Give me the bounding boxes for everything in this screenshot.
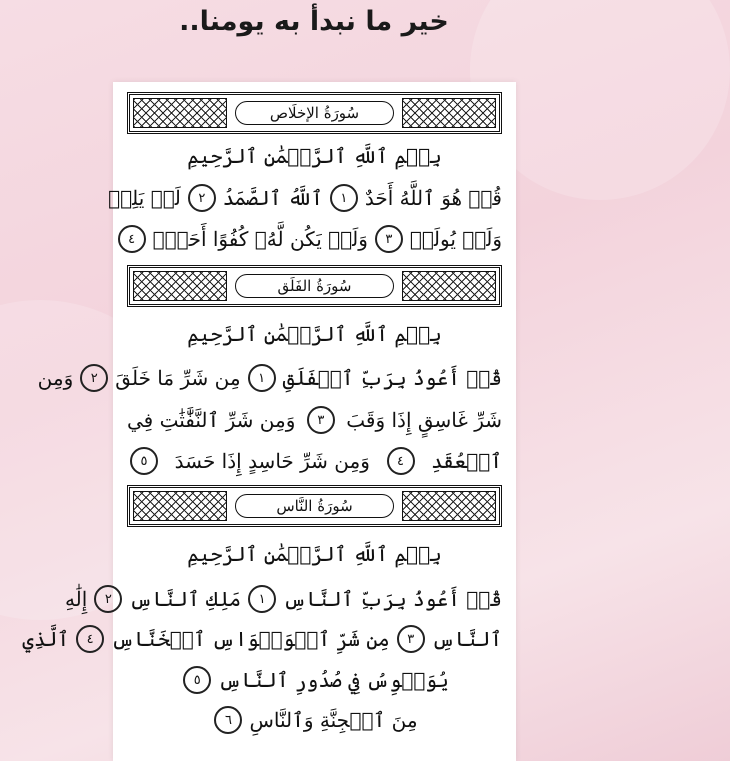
- ornament-pattern: [402, 98, 496, 128]
- verse-number-marker: ٣: [397, 625, 425, 653]
- verse-line: [64, 585, 502, 613]
- basmala: بِسۡمِ ٱللَّهِ ٱلرَّحۡمَٰنِ ٱلرَّحِيمِ: [187, 542, 442, 566]
- verse-text: وَمِن شَرِّ ٱلنَّفَّٰثَٰتِ فِي: [127, 408, 296, 432]
- verse-text: قُلۡ هُوَ ٱللَّهُ أَحَدٌ: [364, 186, 502, 210]
- verse-text: مِن شَرِّ مَا خَلَقَ: [115, 366, 241, 390]
- ornament-pattern: [133, 491, 227, 521]
- verse-line: [37, 364, 502, 392]
- verse-text: قُلۡ أَعُوذُ بِرَبِّ ٱلنَّاسِ: [283, 587, 502, 611]
- verse-text: إِلَٰهِ: [64, 587, 88, 611]
- verse-number-marker: ٢: [188, 184, 216, 212]
- verse-line: [127, 447, 502, 475]
- verse-number-marker: ٢: [94, 585, 122, 613]
- surah-title-banner: [127, 485, 502, 527]
- verse-text: يُوَسۡوِسُ فِي صُدُورِ ٱلنَّاسِ: [218, 668, 449, 692]
- verse-text: لَمۡ يَلِدۡ: [108, 186, 181, 210]
- verse-text: ٱلۡعُقَدِ: [431, 449, 502, 473]
- verse-text: وَلَمۡ يَكُن لَّهُۥ كُفُوًا أَحَدُۢ: [152, 227, 368, 251]
- verse-number-marker: ٥: [130, 447, 158, 475]
- verse-text: ٱللَّهُ ٱلصَّمَدُ: [222, 186, 323, 210]
- verse-line: [127, 406, 502, 434]
- verse-line: [108, 184, 502, 212]
- verse-line: [127, 225, 502, 253]
- page-headline: خير ما نبدأ به يومنا..: [179, 6, 449, 37]
- verse-number-marker: ٣: [307, 406, 335, 434]
- basmala: بِسۡمِ ٱللَّهِ ٱلرَّحۡمَٰنِ ٱلرَّحِيمِ: [187, 144, 442, 168]
- surah-title: سُورَةُ النَّاس: [235, 494, 394, 518]
- basmala: بِسۡمِ ٱللَّهِ ٱلرَّحۡمَٰنِ ٱلرَّحِيمِ: [187, 322, 442, 346]
- verse-text: قُلۡ أَعُوذُ بِرَبِّ ٱلۡفَلَقِ: [282, 366, 502, 390]
- verse-number-marker: ١: [330, 184, 358, 212]
- verse-number-marker: ٥: [183, 666, 211, 694]
- surah-title: سُورَةُ الإخلَاص: [235, 101, 394, 125]
- surah-title-banner: [127, 265, 502, 307]
- verse-number-marker: ٦: [214, 706, 242, 734]
- verse-number-marker: ١: [248, 585, 276, 613]
- ornament-pattern: [133, 271, 227, 301]
- verse-number-marker: ٢: [80, 364, 108, 392]
- verse-number-marker: ٤: [387, 447, 415, 475]
- verse-text: شَرِّ غَاسِقٍ إِذَا وَقَبَ: [346, 408, 502, 432]
- verse-text: ٱلَّذِي: [22, 627, 70, 651]
- verse-text: ٱلنَّاسِ: [431, 627, 502, 651]
- surah-title: سُورَةُ الفَلَق: [235, 274, 394, 298]
- verse-line: [127, 706, 502, 734]
- verse-number-marker: ١: [248, 364, 276, 392]
- surah-title-banner: [127, 92, 502, 134]
- verse-number-marker: ٤: [76, 625, 104, 653]
- verse-text: مِنَ ٱلۡجِنَّةِ وَٱلنَّاسِ: [249, 708, 418, 732]
- verse-number-marker: ٣: [375, 225, 403, 253]
- verse-text: مِن شَرِّ ٱلۡوَسۡوَاسِ ٱلۡخَنَّاسِ: [111, 627, 390, 651]
- verse-number-marker: ٤: [118, 225, 146, 253]
- verse-line: [127, 666, 502, 694]
- verse-text: وَمِن شَرِّ حَاسِدٍ إِذَا حَسَدَ: [174, 449, 370, 473]
- verse-text: وَلَمۡ يُولَدۡ: [409, 227, 502, 251]
- ornament-pattern: [402, 491, 496, 521]
- ornament-pattern: [133, 98, 227, 128]
- ornament-pattern: [402, 271, 496, 301]
- quran-page-card: [22, 82, 516, 761]
- verse-text: وَمِن: [37, 366, 74, 390]
- verse-line: [22, 625, 502, 653]
- verse-text: مَلِكِ ٱلنَّاسِ: [129, 587, 242, 611]
